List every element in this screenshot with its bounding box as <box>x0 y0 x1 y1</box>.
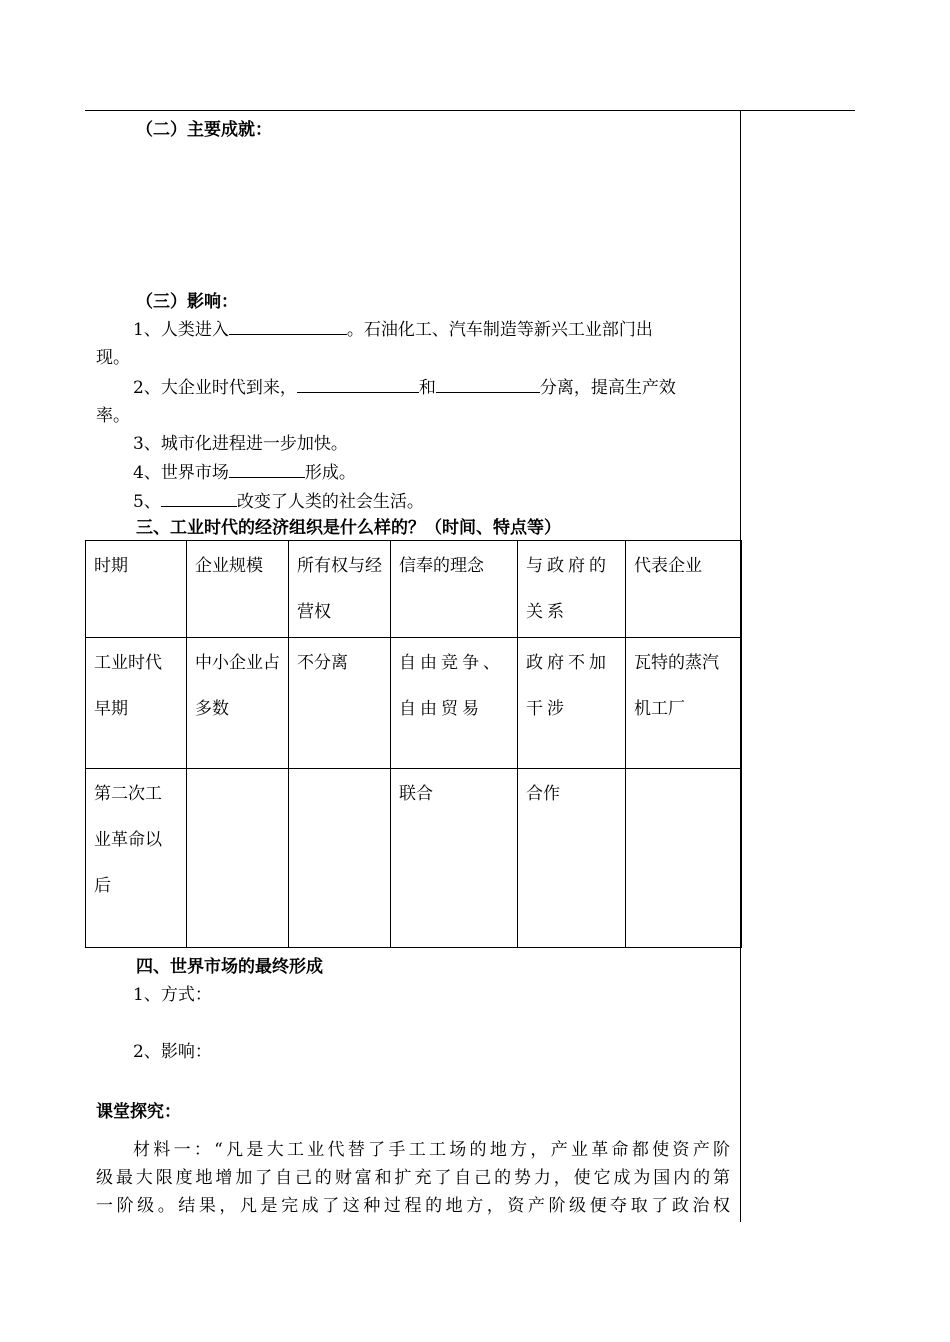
classroom-inquiry-heading: 课堂探究： <box>96 1102 181 1122</box>
header-cell: 企业规模 <box>187 541 289 638</box>
header-cell: 时期 <box>86 541 187 638</box>
impact-item-1: 1、人类进入 。石油化工、汽车制造等新兴工业部门出 <box>133 320 653 340</box>
header-cell: 代表企业 <box>626 541 742 638</box>
section-impact-heading: （三）影响： <box>136 292 238 312</box>
table-cell: 工业时代早期 <box>86 638 187 769</box>
table-cell <box>289 769 391 948</box>
world-market-heading: 四、世界市场的最终形成 <box>136 957 323 977</box>
material-line-3: 一阶级。结果，凡是完成了这种过程的地方，资产阶级便夺取了政治权 <box>96 1196 730 1216</box>
world-market-impact: 2、影响： <box>133 1042 212 1062</box>
table-cell: 联合 <box>391 769 518 948</box>
table-row <box>86 638 742 769</box>
blank-1 <box>229 318 347 335</box>
material-line-2: 级最大限度地增加了自己的财富和扩充了自己的势力，使它成为国内的第 <box>96 1168 730 1188</box>
blank-2b <box>436 376 540 393</box>
header-cell: 与政府的关系 <box>518 541 626 638</box>
table-cell: 瓦特的蒸汽机工厂 <box>626 638 742 769</box>
table-cell: 不分离 <box>289 638 391 769</box>
table-row <box>86 769 742 948</box>
blank-2a <box>297 376 419 393</box>
economic-organization-table <box>85 540 742 948</box>
impact-item-2-cont: 率。 <box>96 406 130 426</box>
table-header-row <box>86 541 742 638</box>
impact-item-2: 2、大企业时代到来， 和 分离，提高生产效 <box>133 378 676 398</box>
section-achievements-heading: （二）主要成就： <box>136 120 272 140</box>
impact-item-4: 4、世界市场 形成。 <box>133 463 356 483</box>
header-cell: 所有权与经营权 <box>289 541 391 638</box>
impact-item-1-cont: 现。 <box>96 348 130 368</box>
table-cell: 第二次工业革命以后 <box>86 769 187 948</box>
table-cell <box>187 769 289 948</box>
table-cell: 中小企业占多数 <box>187 638 289 769</box>
header-cell: 信奉的理念 <box>391 541 518 638</box>
economic-organization-heading: 三、工业时代的经济组织是什么样的？（时间、特点等） <box>136 518 561 538</box>
impact-item-5: 5、 改变了人类的社会生活。 <box>133 492 424 512</box>
material-line-1: 材料一：“凡是大工业代替了手工工场的地方，产业革命都使资产阶 <box>133 1140 730 1160</box>
table-cell: 自由竞争、自由贸易 <box>391 638 518 769</box>
table-cell <box>626 769 742 948</box>
table-cell: 政府不加干涉 <box>518 638 626 769</box>
table-cell: 合作 <box>518 769 626 948</box>
blank-4 <box>229 461 305 478</box>
blank-5 <box>161 490 237 507</box>
world-market-method: 1、方式： <box>133 985 212 1005</box>
impact-item-3: 3、城市化进程进一步加快。 <box>133 434 348 454</box>
